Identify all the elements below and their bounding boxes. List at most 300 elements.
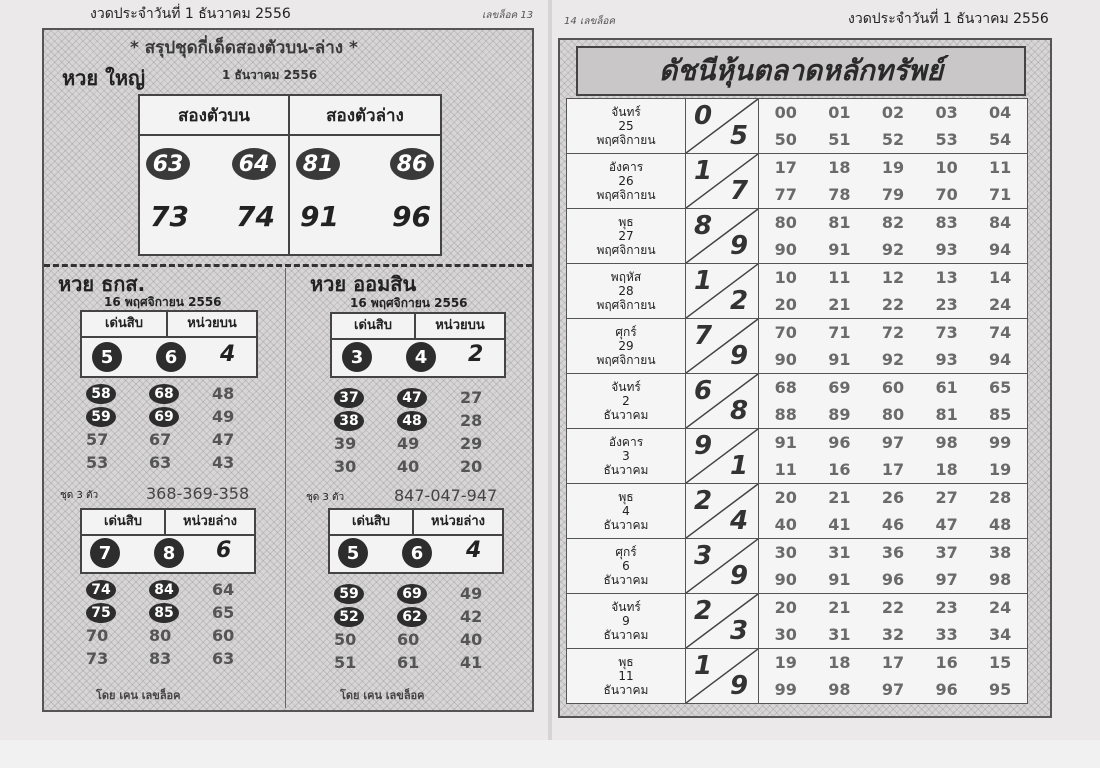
stock-number: 31 [828, 625, 851, 644]
stock-number: 00 [774, 103, 797, 122]
stock-number: 91 [828, 570, 851, 589]
plain-number: 70 [86, 626, 109, 645]
circled-number: 48 [397, 411, 427, 431]
day-month: พฤศจิกายน [596, 243, 656, 257]
stock-number: 90 [774, 570, 797, 589]
date-cell [567, 484, 686, 539]
numbers-cell [759, 429, 1028, 484]
plain-number: 60 [212, 626, 235, 645]
plain-number: 43 [212, 453, 235, 472]
plain-number: 83 [149, 649, 172, 668]
stock-number: 11 [774, 460, 797, 479]
stock-row [567, 429, 1028, 484]
day-date: 26 [618, 174, 634, 188]
plain-number: 50 [334, 630, 357, 649]
stock-number: 36 [881, 543, 905, 562]
tail-digit: 9 [730, 671, 749, 701]
stock-number: 04 [989, 103, 1012, 122]
bottom-number: 81 [296, 148, 340, 180]
day-date: 3 [622, 449, 630, 463]
stock-number: 33 [935, 625, 958, 644]
date-cell [567, 594, 686, 649]
numbers-cell [759, 209, 1028, 264]
tail-digit: 7 [730, 176, 749, 206]
stock-title: ดัชนีหุ้นตลาดหลักทรัพย์ [658, 54, 944, 87]
box-head-tens: เด่นสิบ [330, 510, 414, 536]
lead-digit: 2 [694, 596, 713, 626]
tail-digit: 2 [730, 286, 749, 316]
stock-number: 24 [989, 598, 1012, 617]
stock-number: 17 [881, 653, 905, 672]
numbers-cell [759, 374, 1028, 429]
stock-number: 70 [774, 323, 797, 342]
stock-row [567, 264, 1028, 319]
digit-circle: 6 [156, 342, 186, 372]
stock-number: 12 [881, 268, 905, 287]
stock-number: 96 [881, 570, 905, 589]
circled-number: 74 [86, 580, 116, 600]
stock-number: 68 [774, 378, 797, 397]
digit-circle: 6 [402, 538, 432, 568]
top-number: 63 [146, 148, 190, 180]
stock-number: 19 [774, 653, 797, 672]
plain-number: 27 [460, 388, 483, 407]
lead-digit: 2 [694, 486, 713, 516]
digit-circle: 5 [92, 342, 122, 372]
day-month: ธันวาคม [603, 628, 649, 642]
date-cell [567, 209, 686, 264]
stock-table [566, 98, 1028, 704]
stock-number: 91 [774, 433, 797, 452]
digit-pair-cell [686, 319, 759, 374]
lottery-name-big: หวย ใหญ่ [62, 66, 146, 90]
stock-number: 77 [774, 185, 797, 204]
stock-number: 93 [935, 240, 958, 259]
plain-number: 80 [149, 626, 172, 645]
stock-number: 81 [828, 213, 851, 232]
stock-number: 97 [881, 433, 905, 452]
plain-number: 29 [460, 434, 483, 453]
digit-pair-cell [686, 594, 759, 649]
lead-digit: 8 [694, 211, 713, 241]
stock-number: 60 [881, 378, 905, 397]
stock-number: 20 [774, 598, 797, 617]
plain-number: 49 [397, 434, 420, 453]
stock-number: 84 [989, 213, 1012, 232]
day-name: ศุกร์ [615, 545, 637, 559]
day-name: พฤหัส [610, 270, 642, 284]
stock-number: 81 [935, 405, 958, 424]
numbers-cell [759, 319, 1028, 374]
plain-number: 51 [334, 653, 357, 672]
baac-date: 16 พฤศจิกายน 2556 [104, 295, 222, 309]
lead-digit: 1 [694, 651, 713, 681]
stock-row [567, 594, 1028, 649]
day-name: อังคาร [608, 160, 644, 174]
gsb-upper-box [330, 312, 506, 378]
date-cell [567, 539, 686, 594]
stock-number: 78 [828, 185, 851, 204]
bottom-number: 91 [300, 200, 339, 233]
day-name: จันทร์ [611, 600, 641, 614]
digit-pair-cell [686, 99, 759, 154]
circled-number: 84 [149, 580, 179, 600]
stock-number: 20 [774, 295, 797, 314]
day-month: ธันวาคม [603, 408, 649, 422]
plain-number: 40 [460, 630, 483, 649]
tail-digit: 9 [730, 341, 749, 371]
lead-digit: 3 [694, 541, 713, 571]
stock-number: 10 [935, 158, 958, 177]
stock-number: 99 [774, 680, 797, 699]
lead-digit: 1 [694, 266, 713, 296]
numbers-cell [759, 154, 1028, 209]
plain-number: 39 [334, 434, 357, 453]
stock-number: 73 [935, 323, 958, 342]
stock-row [567, 209, 1028, 264]
day-date: 28 [618, 284, 634, 298]
right-header-title: งวดประจำวันที่ 1 ธันวาคม 2556 [848, 11, 1049, 27]
plain-number: 63 [212, 649, 235, 668]
stock-number: 31 [828, 543, 851, 562]
stock-number: 26 [881, 488, 905, 507]
circled-number: 59 [334, 584, 364, 604]
stock-row [567, 99, 1028, 154]
tail-digit: 1 [730, 451, 749, 481]
col-top-label: สองตัวบน [140, 96, 290, 136]
day-date: 4 [622, 504, 630, 518]
three-digit-label: ชุด 3 ตัว [60, 490, 99, 501]
plain-number: 47 [212, 430, 235, 449]
plain-number: 67 [149, 430, 172, 449]
day-month: พฤศจิกายน [596, 353, 656, 367]
circled-number: 69 [149, 407, 179, 427]
stock-number: 18 [828, 653, 851, 672]
stock-number: 50 [774, 130, 797, 149]
baac-lottery-name: หวย ธกส. [58, 272, 146, 296]
gsb-lower-box [328, 508, 504, 574]
box-head-tens: เด่นสิบ [82, 510, 166, 536]
box-head-tens: เด่นสิบ [332, 314, 416, 340]
summary-heading: * สรุปชุดกี่เด็ดสองตัวบน-ล่าง * [130, 38, 358, 58]
stock-number: 94 [989, 240, 1012, 259]
digit-plain: 6 [216, 538, 232, 563]
day-name: อังคาร [608, 435, 644, 449]
digit-circle: 8 [154, 538, 184, 568]
day-name: พุธ [618, 490, 634, 504]
stock-number: 22 [881, 598, 905, 617]
date-cell [567, 154, 686, 209]
stock-number: 02 [881, 103, 905, 122]
stock-number: 14 [989, 268, 1012, 287]
plain-number: 49 [212, 407, 235, 426]
stock-number: 16 [828, 460, 851, 479]
stock-number: 18 [828, 158, 851, 177]
stock-number: 37 [935, 543, 958, 562]
stock-number: 41 [828, 515, 851, 534]
numbers-cell [759, 484, 1028, 539]
stock-row [567, 539, 1028, 594]
stock-number: 17 [774, 158, 797, 177]
stock-number: 92 [881, 240, 905, 259]
stock-number: 97 [881, 680, 905, 699]
left-footer-credit: โดย เคน เลขล็อค [96, 689, 181, 702]
box-head-tens: เด่นสิบ [82, 312, 168, 338]
digit-pair-cell [686, 539, 759, 594]
stock-number: 70 [935, 185, 958, 204]
plain-number: 30 [334, 457, 357, 476]
stock-number: 21 [828, 598, 851, 617]
date-cell [567, 374, 686, 429]
digit-pair-cell [686, 264, 759, 319]
day-name: จันทร์ [611, 105, 641, 119]
date-cell [567, 99, 686, 154]
stock-number: 85 [989, 405, 1012, 424]
circled-number: 75 [86, 603, 116, 623]
plain-number: 63 [149, 453, 172, 472]
stock-number: 54 [989, 130, 1012, 149]
plain-number: 64 [212, 580, 235, 599]
plain-number: 60 [397, 630, 420, 649]
stock-number: 52 [881, 130, 905, 149]
stock-number: 92 [881, 350, 905, 369]
stock-number: 51 [828, 130, 851, 149]
plain-number: 42 [460, 607, 483, 626]
stock-number: 71 [989, 185, 1012, 204]
stock-number: 53 [935, 130, 958, 149]
tail-digit: 9 [730, 231, 749, 261]
stock-number: 46 [881, 515, 905, 534]
stock-number: 61 [935, 378, 958, 397]
numbers-cell [759, 264, 1028, 319]
plain-number: 48 [212, 384, 235, 403]
stock-number: 91 [828, 240, 851, 259]
stock-number: 82 [881, 213, 905, 232]
stock-number: 23 [935, 598, 958, 617]
stock-row [567, 154, 1028, 209]
plain-number: 73 [86, 649, 109, 668]
stock-number: 19 [881, 158, 905, 177]
day-date: 9 [622, 614, 630, 628]
gsb-date: 16 พฤศจิกายน 2556 [350, 296, 468, 310]
stock-number: 22 [881, 295, 905, 314]
day-month: พฤศจิกายน [596, 298, 656, 312]
stock-number: 94 [989, 350, 1012, 369]
stock-number: 48 [989, 515, 1012, 534]
tail-digit: 9 [730, 561, 749, 591]
day-month: ธันวาคม [603, 518, 649, 532]
stock-row [567, 374, 1028, 429]
digit-pair-cell [686, 154, 759, 209]
digit-pair-cell [686, 209, 759, 264]
left-header-title: งวดประจำวันที่ 1 ธันวาคม 2556 [90, 6, 291, 22]
column-divider [285, 268, 286, 708]
stock-number: 96 [935, 680, 958, 699]
circled-number: 59 [86, 407, 116, 427]
stock-number: 10 [774, 268, 797, 287]
stock-number: 96 [828, 433, 851, 452]
baac-upper-box [80, 310, 258, 378]
stock-number: 98 [935, 433, 958, 452]
stock-number: 47 [935, 515, 958, 534]
stock-number: 13 [935, 268, 958, 287]
day-date: 29 [618, 339, 634, 353]
digit-circle: 4 [406, 342, 436, 372]
digit-circle: 7 [90, 538, 120, 568]
box-head-units: หน่วยบน [416, 314, 504, 340]
day-date: 2 [622, 394, 630, 408]
stock-number: 17 [881, 460, 905, 479]
box-head-units: หน่วยล่าง [414, 510, 502, 536]
date-cell [567, 649, 686, 704]
stock-title-banner [576, 46, 1026, 96]
circled-number: 38 [334, 411, 364, 431]
stock-number: 28 [989, 488, 1012, 507]
stock-number: 79 [881, 185, 905, 204]
digit-circle: 5 [338, 538, 368, 568]
stock-row [567, 649, 1028, 704]
stock-number: 16 [935, 653, 958, 672]
digit-pair-cell [686, 429, 759, 484]
digit-plain: 4 [220, 342, 236, 367]
circled-number: 37 [334, 388, 364, 408]
plain-number: 41 [460, 653, 483, 672]
stock-number: 18 [935, 460, 958, 479]
scan-bottom-strip [0, 740, 1100, 768]
plain-number: 40 [397, 457, 420, 476]
stock-number: 89 [828, 405, 851, 424]
digit-plain: 4 [466, 538, 482, 563]
stock-number: 80 [881, 405, 905, 424]
stock-number: 32 [881, 625, 905, 644]
stock-number: 99 [989, 433, 1012, 452]
gsb-lottery-name: หวย ออมสิน [310, 272, 417, 296]
stock-number: 72 [881, 323, 905, 342]
baac-lower-box [80, 508, 256, 574]
stock-row [567, 484, 1028, 539]
circled-number: 47 [397, 388, 427, 408]
lead-digit: 0 [694, 101, 713, 131]
stock-number: 97 [935, 570, 958, 589]
stock-number: 01 [828, 103, 851, 122]
plain-number: 57 [86, 430, 109, 449]
stock-number: 93 [935, 350, 958, 369]
date-cell [567, 264, 686, 319]
tail-digit: 3 [730, 616, 749, 646]
day-month: พฤศจิกายน [596, 188, 656, 202]
section-divider [44, 264, 532, 267]
lead-digit: 9 [694, 431, 713, 461]
digit-pair-cell [686, 484, 759, 539]
digit-pair-cell [686, 374, 759, 429]
tail-digit: 8 [730, 396, 749, 426]
stock-number: 19 [989, 460, 1012, 479]
stock-number: 90 [774, 350, 797, 369]
day-month: พฤศจิกายน [596, 133, 656, 147]
digit-circle: 3 [342, 342, 372, 372]
right-footer-credit: โดย เคน เลขล็อค [340, 689, 425, 702]
stock-number: 30 [774, 543, 797, 562]
tail-digit: 4 [730, 506, 749, 536]
date-cell [567, 429, 686, 484]
numbers-cell [759, 539, 1028, 594]
circled-number: 62 [397, 607, 427, 627]
day-date: 25 [618, 119, 634, 133]
stock-number: 15 [989, 653, 1012, 672]
stock-number: 27 [935, 488, 958, 507]
stock-number: 38 [989, 543, 1012, 562]
box-head-units: หน่วยล่าง [166, 510, 254, 536]
box-divider [288, 134, 290, 254]
stock-number: 98 [828, 680, 851, 699]
numbers-cell [759, 594, 1028, 649]
tail-digit: 5 [730, 121, 749, 151]
plain-number: 53 [86, 453, 109, 472]
plain-number: 65 [212, 603, 235, 622]
box-head-units: หน่วยบน [168, 312, 256, 338]
stock-number: 21 [828, 488, 851, 507]
stock-number: 71 [828, 323, 851, 342]
day-date: 11 [618, 669, 634, 683]
circled-number: 68 [149, 384, 179, 404]
stock-number: 74 [989, 323, 1012, 342]
day-month: ธันวาคม [603, 683, 649, 697]
stock-number: 20 [774, 488, 797, 507]
left-header-tag: เลขล็อค 13 [482, 10, 534, 21]
digit-plain: 2 [468, 342, 484, 367]
stock-number: 91 [828, 350, 851, 369]
stock-number: 11 [989, 158, 1012, 177]
date-cell [567, 319, 686, 374]
day-date: 27 [618, 229, 634, 243]
stock-number: 69 [828, 378, 851, 397]
stock-number: 11 [828, 268, 851, 287]
circled-number: 58 [86, 384, 116, 404]
three-digit-label: ชุด 3 ตัว [306, 492, 345, 503]
circled-number: 85 [149, 603, 179, 623]
stock-number: 21 [828, 295, 851, 314]
top-number: 74 [236, 200, 275, 233]
plain-number: 28 [460, 411, 483, 430]
day-month: ธันวาคม [603, 463, 649, 477]
stock-number: 40 [774, 515, 797, 534]
numbers-cell [759, 99, 1028, 154]
circled-number: 69 [397, 584, 427, 604]
day-name: ศุกร์ [615, 325, 637, 339]
digit-pair-cell [686, 649, 759, 704]
stock-number: 24 [989, 295, 1012, 314]
right-header-tag: 14 เลขล็อค [564, 16, 616, 27]
two-digit-box [138, 94, 442, 256]
bottom-number: 86 [390, 148, 434, 180]
circled-number: 52 [334, 607, 364, 627]
day-name: พุธ [618, 655, 634, 669]
stock-number: 95 [989, 680, 1012, 699]
stock-row [567, 319, 1028, 374]
top-number: 64 [232, 148, 276, 180]
stock-number: 03 [935, 103, 958, 122]
col-bottom-label: สองตัวล่าง [290, 96, 440, 136]
stock-number: 80 [774, 213, 797, 232]
day-name: พุธ [618, 215, 634, 229]
lottery-date-big: 1 ธันวาคม 2556 [222, 68, 318, 82]
stock-number: 98 [989, 570, 1012, 589]
stock-number: 65 [989, 378, 1012, 397]
plain-number: 49 [460, 584, 483, 603]
three-digit-values: 847-047-947 [394, 486, 498, 505]
stock-number: 90 [774, 240, 797, 259]
stock-number: 83 [935, 213, 958, 232]
